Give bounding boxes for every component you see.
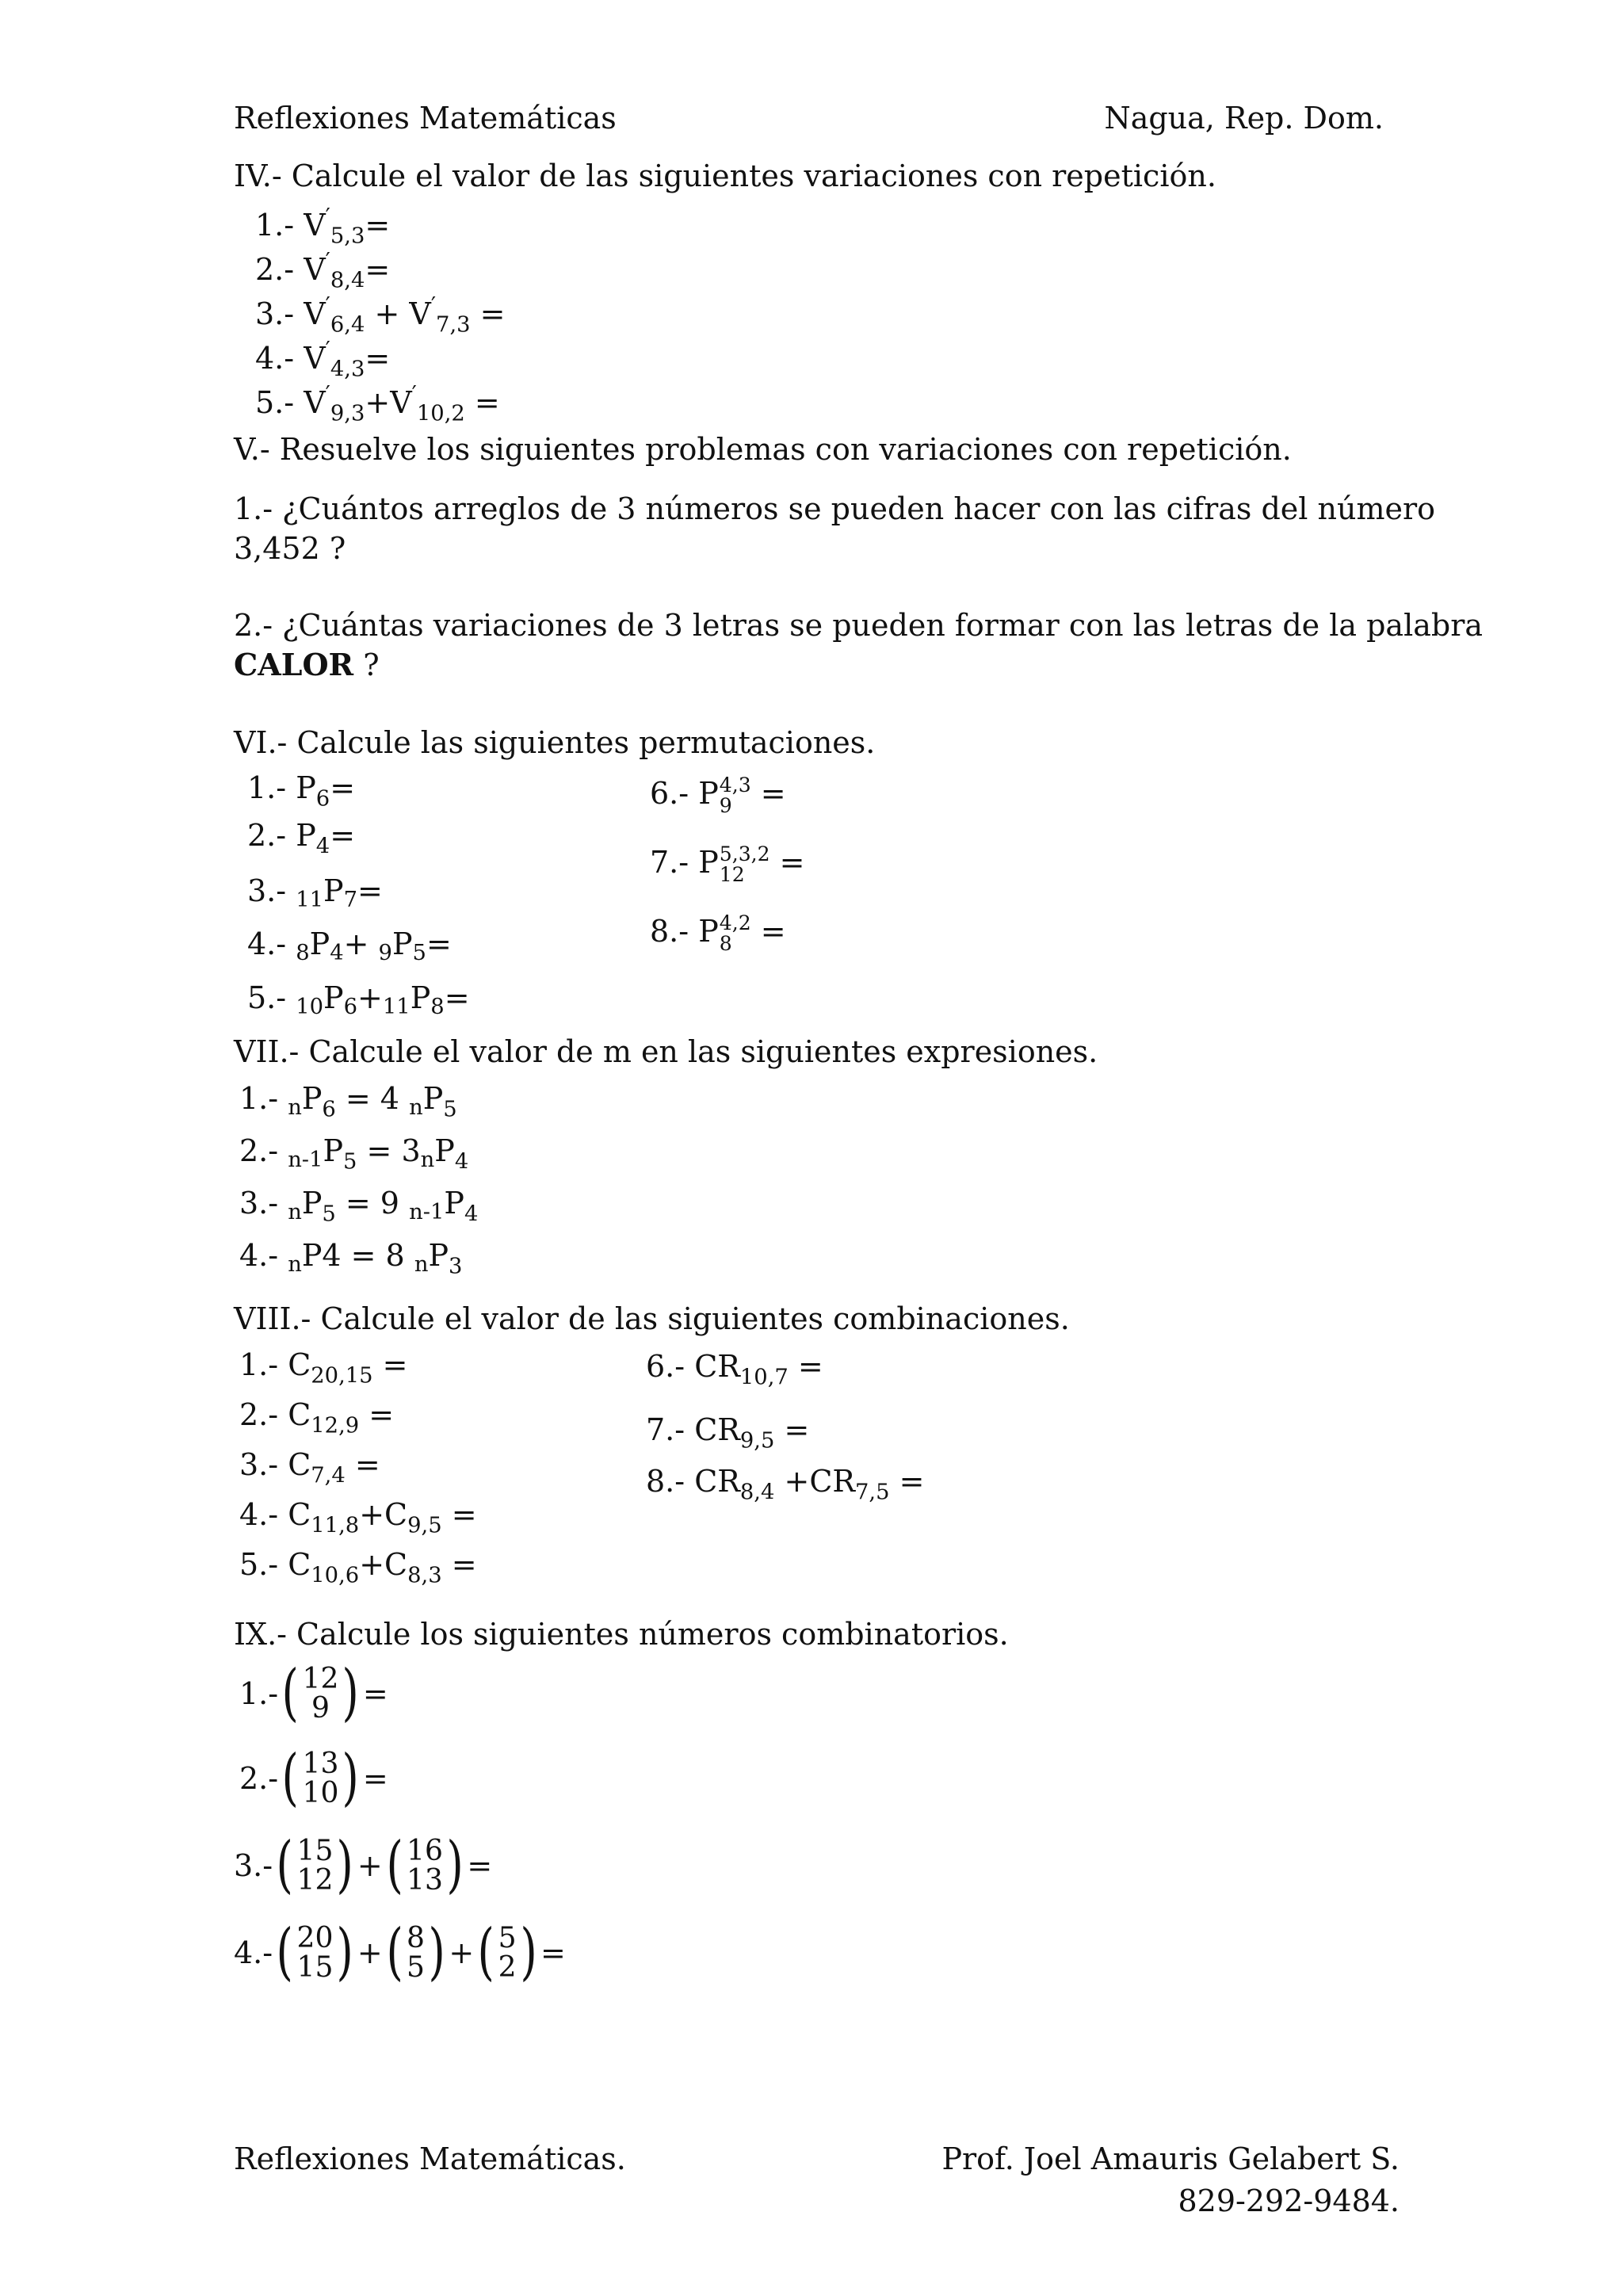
subscript: 9,5	[739, 1428, 775, 1454]
section-ix-title: IX.- Calcule los siguientes números combinatorios.	[234, 1617, 1009, 1652]
equals: =	[750, 775, 786, 811]
prefix-subscript: n	[288, 1095, 302, 1120]
binomial-top: 5	[498, 1921, 517, 1955]
equals: =	[357, 873, 383, 908]
section-vi-title: VI.- Calcule las siguientes permutaciones.	[234, 725, 876, 760]
variation-item	[255, 250, 390, 292]
binomial-coefficient	[383, 1829, 468, 1901]
subscript: 7,3	[436, 312, 471, 338]
binomial-stack	[296, 1921, 334, 1984]
subscript: 9,5	[407, 1513, 442, 1538]
equals: =	[365, 252, 391, 288]
prefix-subscript: n-1	[409, 1199, 445, 1224]
subscript: 4	[315, 834, 330, 859]
prime-mark: ′	[325, 249, 330, 273]
combination-symbol: C	[384, 1547, 408, 1582]
equals: =	[426, 926, 452, 961]
permutation-symbol: P	[301, 1186, 323, 1221]
permutation-symbol: P4	[301, 1238, 342, 1273]
equals: =	[362, 1675, 388, 1711]
subscript: 9,3	[330, 401, 365, 426]
variation-symbol: V	[409, 296, 431, 332]
permutation-symbol: P	[410, 980, 431, 1015]
left-paren: (	[276, 1829, 293, 1901]
left-paren: (	[386, 1829, 403, 1901]
binomial-coefficient	[273, 1829, 357, 1901]
item-number: 6.-	[650, 775, 699, 811]
variation-item	[255, 295, 505, 336]
binomial-item	[234, 1829, 493, 1901]
item-number: 1.-	[247, 770, 296, 805]
item-number: 3.-	[255, 296, 304, 332]
equals: =	[330, 770, 356, 805]
item-number: 2.-	[239, 1133, 288, 1168]
left-paren: (	[386, 1916, 403, 1988]
subscript: 3	[449, 1254, 463, 1279]
subscript: 5	[443, 1097, 457, 1122]
footer-right-line-1: Prof. Joel Amauris Gelabert S.	[941, 2141, 1400, 2176]
subscript: 4	[464, 1201, 479, 1227]
permutation-symbol: P	[309, 926, 330, 961]
prime-mark: ′	[430, 293, 437, 318]
variation-symbol: V	[304, 252, 326, 288]
combination-item	[239, 1499, 477, 1537]
combination-symbol: CR	[694, 1412, 740, 1447]
operator: +	[343, 926, 379, 961]
subscript: 4	[330, 940, 344, 965]
item-number: 3.-	[239, 1447, 288, 1482]
subscript: 10,2	[416, 401, 465, 426]
permutation-item	[650, 844, 805, 886]
equals: =	[365, 341, 391, 376]
left-paren: (	[276, 1916, 293, 1988]
problem-1-line-1: 1.- ¿Cuántos arreglos de 3 números se pueden hacer con las cifras del número	[234, 491, 1436, 526]
variation-symbol: V	[304, 385, 326, 421]
footer-left: Reflexiones Matemáticas.	[234, 2141, 626, 2176]
binomial-stack	[303, 1749, 339, 1808]
equals: =	[889, 1464, 925, 1499]
permutation-symbol: P	[434, 1133, 455, 1168]
super-subscript-stack	[720, 775, 751, 817]
binomial-coefficient	[474, 1916, 540, 1988]
permutation-symbol: P	[323, 980, 344, 1015]
section-vii-title: VII.- Calcule el valor de m en las siguientes expresiones.	[234, 1034, 1098, 1069]
binomial-bottom: 10	[302, 1775, 339, 1809]
equals: =	[330, 818, 356, 853]
prime-mark: ′	[325, 293, 330, 318]
permutation-item	[247, 770, 356, 812]
operator: +	[449, 1935, 475, 1970]
permutation-symbol: P	[323, 1133, 344, 1168]
problem-2-line-2	[234, 647, 380, 682]
permutation-symbol: P	[296, 818, 316, 853]
binomial-top: 8	[407, 1921, 426, 1955]
combination-item	[239, 1549, 477, 1587]
subscript: 10,7	[739, 1365, 789, 1390]
prefix-subscript: 11	[296, 887, 324, 912]
equals: =	[470, 296, 506, 332]
subscript: 8,4	[739, 1480, 775, 1505]
equation-middle: = 4	[335, 1081, 410, 1116]
prefix-subscript: n-1	[288, 1147, 323, 1172]
combination-symbol: CR	[694, 1464, 740, 1499]
operator: +	[359, 1497, 385, 1532]
combination-item	[239, 1397, 395, 1438]
operator: +	[357, 1847, 383, 1883]
section-iv-title: IV.- Calcule el valor de las siguientes variaciones con repetición.	[234, 159, 1216, 193]
binomial-stack	[297, 1836, 334, 1895]
right-paren: )	[446, 1829, 464, 1901]
equation-middle: = 3	[357, 1133, 421, 1168]
subscript: 6	[343, 994, 358, 1019]
subscript: 11,8	[311, 1513, 360, 1538]
binomial-stack	[498, 1921, 517, 1984]
equals: =	[345, 1447, 380, 1482]
equation-middle: = 8	[341, 1238, 414, 1273]
item-number: 1.-	[239, 1081, 288, 1116]
variation-symbol: V	[304, 208, 326, 243]
binomial-coefficient	[273, 1916, 357, 1988]
subscript: 7,4	[311, 1463, 346, 1488]
equation-middle: = 9	[335, 1186, 410, 1221]
variation-item	[255, 384, 500, 425]
expression-item	[239, 1133, 469, 1175]
prime-mark: ′	[325, 382, 330, 407]
binomial-bottom: 5	[407, 1950, 426, 1984]
subscript: 4	[454, 1149, 469, 1175]
permutation-symbol: P	[391, 926, 413, 961]
problem-2-line-1: 2.- ¿Cuántas variaciones de 3 letras se pueden formar con las letras de la palabra	[234, 608, 1484, 643]
combination-symbol: C	[384, 1497, 408, 1532]
prefix-subscript: 11	[382, 994, 411, 1019]
prefix-subscript: n	[409, 1095, 423, 1120]
equals: =	[441, 1497, 477, 1532]
combination-symbol: C	[288, 1497, 311, 1532]
binomial-top: 15	[296, 1834, 334, 1868]
binomial-bottom: 12	[296, 1862, 334, 1897]
prefix-subscript: 9	[378, 940, 392, 965]
binomial-bottom: 2	[498, 1950, 517, 1984]
permutation-item	[247, 820, 355, 858]
prefix-subscript: n	[288, 1199, 302, 1224]
item-number: 5.-	[255, 385, 304, 421]
subscript: 6	[315, 786, 330, 812]
word-calor: CALOR	[234, 647, 354, 682]
section-v-title: V.- Resuelve los siguientes problemas con variaciones con repetición.	[234, 432, 1292, 467]
prefix-subscript: 10	[296, 994, 324, 1019]
problem-1-line-2: 3,452 ?	[234, 531, 346, 566]
prefix-subscript: 8	[296, 940, 310, 965]
item-number: 2.-	[255, 252, 304, 288]
permutation-symbol: P	[444, 1186, 464, 1221]
combination-symbol: C	[288, 1547, 311, 1582]
subscript: 8,3	[407, 1563, 442, 1588]
item-number: 5.-	[239, 1547, 288, 1582]
item-number: 3.-	[234, 1847, 273, 1883]
equals: =	[444, 980, 470, 1015]
permutation-symbol: P	[323, 873, 344, 908]
expression-item	[239, 1240, 462, 1278]
subscript: 5	[343, 1149, 357, 1175]
right-paren: )	[520, 1916, 537, 1988]
permutation-item	[247, 873, 383, 912]
binomial-item	[234, 1916, 566, 1988]
footer-right-line-2: 829-292-9484.	[1178, 2183, 1400, 2218]
permutation-symbol: P	[422, 1081, 444, 1116]
combination-item	[239, 1447, 380, 1488]
subscript: 10,6	[311, 1563, 360, 1588]
variation-item	[255, 206, 390, 247]
equals: =	[769, 844, 805, 880]
prime-mark: ′	[325, 338, 330, 362]
prime-mark: ′	[411, 382, 417, 407]
equals: =	[750, 913, 786, 949]
permutation-item	[247, 980, 470, 1019]
permutation-symbol: P	[296, 770, 316, 805]
item-number: 3.-	[239, 1186, 288, 1221]
permutation-symbol: P	[428, 1238, 449, 1273]
combination-symbol: C	[288, 1397, 311, 1432]
variation-symbol: V	[304, 341, 326, 376]
binomial-item	[239, 1742, 388, 1813]
binomial-top: 12	[302, 1662, 339, 1696]
item-number: 4.-	[239, 1497, 288, 1532]
combination-item	[239, 1347, 408, 1389]
subscript: 6,4	[330, 312, 365, 338]
subscript: 5,3	[330, 223, 365, 249]
expression-item	[239, 1188, 478, 1225]
permutation-symbol: P	[698, 913, 719, 949]
binomial-stack	[407, 1921, 426, 1984]
combination-symbol: C	[288, 1447, 311, 1482]
right-paren: )	[428, 1916, 445, 1988]
subscript: 12,9	[311, 1413, 360, 1438]
item-number: 8.-	[650, 913, 699, 949]
item-number: 7.-	[650, 844, 699, 880]
item-number: 1.-	[255, 208, 304, 243]
item-number: 4.-	[255, 341, 304, 376]
problem-2-tail: ?	[353, 648, 380, 682]
expression-item	[239, 1083, 457, 1121]
binomial-bottom: 9	[311, 1690, 330, 1725]
binomial-coefficient	[278, 1657, 363, 1729]
subscript: 20,15	[311, 1363, 373, 1389]
equals: =	[441, 1547, 477, 1582]
combination-symbol: CR	[694, 1349, 740, 1384]
super-subscript-stack	[720, 844, 770, 886]
variation-symbol: V	[304, 296, 326, 332]
header-left: Reflexiones Matemáticas	[234, 101, 617, 136]
left-paren: (	[281, 1657, 299, 1729]
variation-item	[255, 339, 390, 380]
item-number: 2.-	[239, 1397, 288, 1432]
equals: =	[467, 1847, 493, 1883]
binomial-stack	[407, 1836, 443, 1895]
equals: =	[464, 385, 500, 421]
subscript: 8,4	[330, 268, 365, 293]
section-viii-title: VIII.- Calcule el valor de las siguientes combinaciones.	[234, 1301, 1070, 1336]
operator: +	[357, 980, 383, 1015]
item-number: 1.-	[239, 1675, 279, 1711]
item-number: 3.-	[247, 873, 296, 908]
operator: +	[359, 1547, 385, 1582]
operator: +	[365, 385, 391, 421]
subscript: 7,5	[855, 1480, 890, 1505]
subscript: 5	[412, 940, 426, 965]
binomial-top: 20	[296, 1921, 334, 1955]
subscript: 8	[430, 994, 445, 1019]
variation-symbol: V	[390, 385, 412, 421]
binomial-coefficient	[383, 1916, 449, 1988]
binomial-bottom: 15	[296, 1950, 334, 1984]
superscript: 5,3,2	[719, 842, 770, 865]
equals: =	[788, 1349, 823, 1384]
superscript: 4,2	[719, 911, 751, 934]
binomial-stack	[303, 1664, 339, 1723]
permutation-item	[650, 913, 786, 955]
prefix-subscript: n	[288, 1251, 302, 1277]
binomial-bottom: 13	[407, 1862, 443, 1897]
subscript: 5	[322, 1201, 336, 1227]
subscript: 12	[719, 863, 745, 887]
prime-mark: ′	[325, 204, 330, 229]
equals: =	[359, 1397, 395, 1432]
right-paren: )	[342, 1657, 360, 1729]
permutation-item	[247, 926, 452, 965]
item-number: 4.-	[239, 1238, 288, 1273]
operator: +	[357, 1935, 383, 1970]
item-number: 7.-	[646, 1412, 695, 1447]
item-number: 4.-	[247, 926, 296, 961]
left-paren: (	[477, 1916, 495, 1988]
equals: =	[362, 1760, 388, 1796]
item-number: 4.-	[234, 1935, 273, 1970]
permutation-symbol: P	[698, 775, 719, 811]
combination-item	[646, 1412, 810, 1454]
right-paren: )	[342, 1742, 360, 1813]
equals: =	[540, 1935, 566, 1970]
right-paren: )	[336, 1829, 354, 1901]
permutation-symbol: P	[698, 844, 719, 880]
binomial-top: 13	[302, 1747, 339, 1781]
right-paren: )	[336, 1916, 354, 1988]
superscript: 4,3	[719, 774, 751, 797]
subscript: 8	[719, 932, 732, 956]
prefix-subscript: n	[414, 1251, 429, 1277]
item-number: 6.-	[646, 1349, 695, 1384]
item-number: 2.-	[247, 818, 296, 853]
subscript: 7	[343, 887, 358, 912]
header-right: Nagua, Rep. Dom.	[1104, 101, 1384, 136]
binomial-item	[239, 1657, 388, 1729]
equals: =	[372, 1347, 408, 1382]
super-subscript-stack	[720, 913, 751, 955]
combination-item	[646, 1351, 823, 1389]
prefix-subscript: n	[420, 1147, 435, 1172]
binomial-coefficient	[278, 1742, 363, 1813]
item-number: 5.-	[247, 980, 296, 1015]
combination-symbol: C	[288, 1347, 311, 1382]
permutation-symbol: P	[301, 1081, 323, 1116]
item-number: 2.-	[239, 1760, 279, 1796]
subscript: 4,3	[330, 357, 365, 382]
combination-item	[646, 1466, 924, 1503]
equals: =	[365, 208, 391, 243]
subscript: 6	[322, 1097, 336, 1122]
subscript: 9	[719, 794, 732, 818]
item-number: 8.-	[646, 1464, 695, 1499]
combination-symbol: CR	[809, 1464, 855, 1499]
equals: =	[774, 1412, 810, 1447]
operator: +	[774, 1464, 810, 1499]
left-paren: (	[281, 1742, 299, 1813]
item-number: 1.-	[239, 1347, 288, 1382]
operator: +	[365, 296, 410, 332]
permutation-item	[650, 775, 786, 817]
binomial-top: 16	[407, 1834, 443, 1868]
